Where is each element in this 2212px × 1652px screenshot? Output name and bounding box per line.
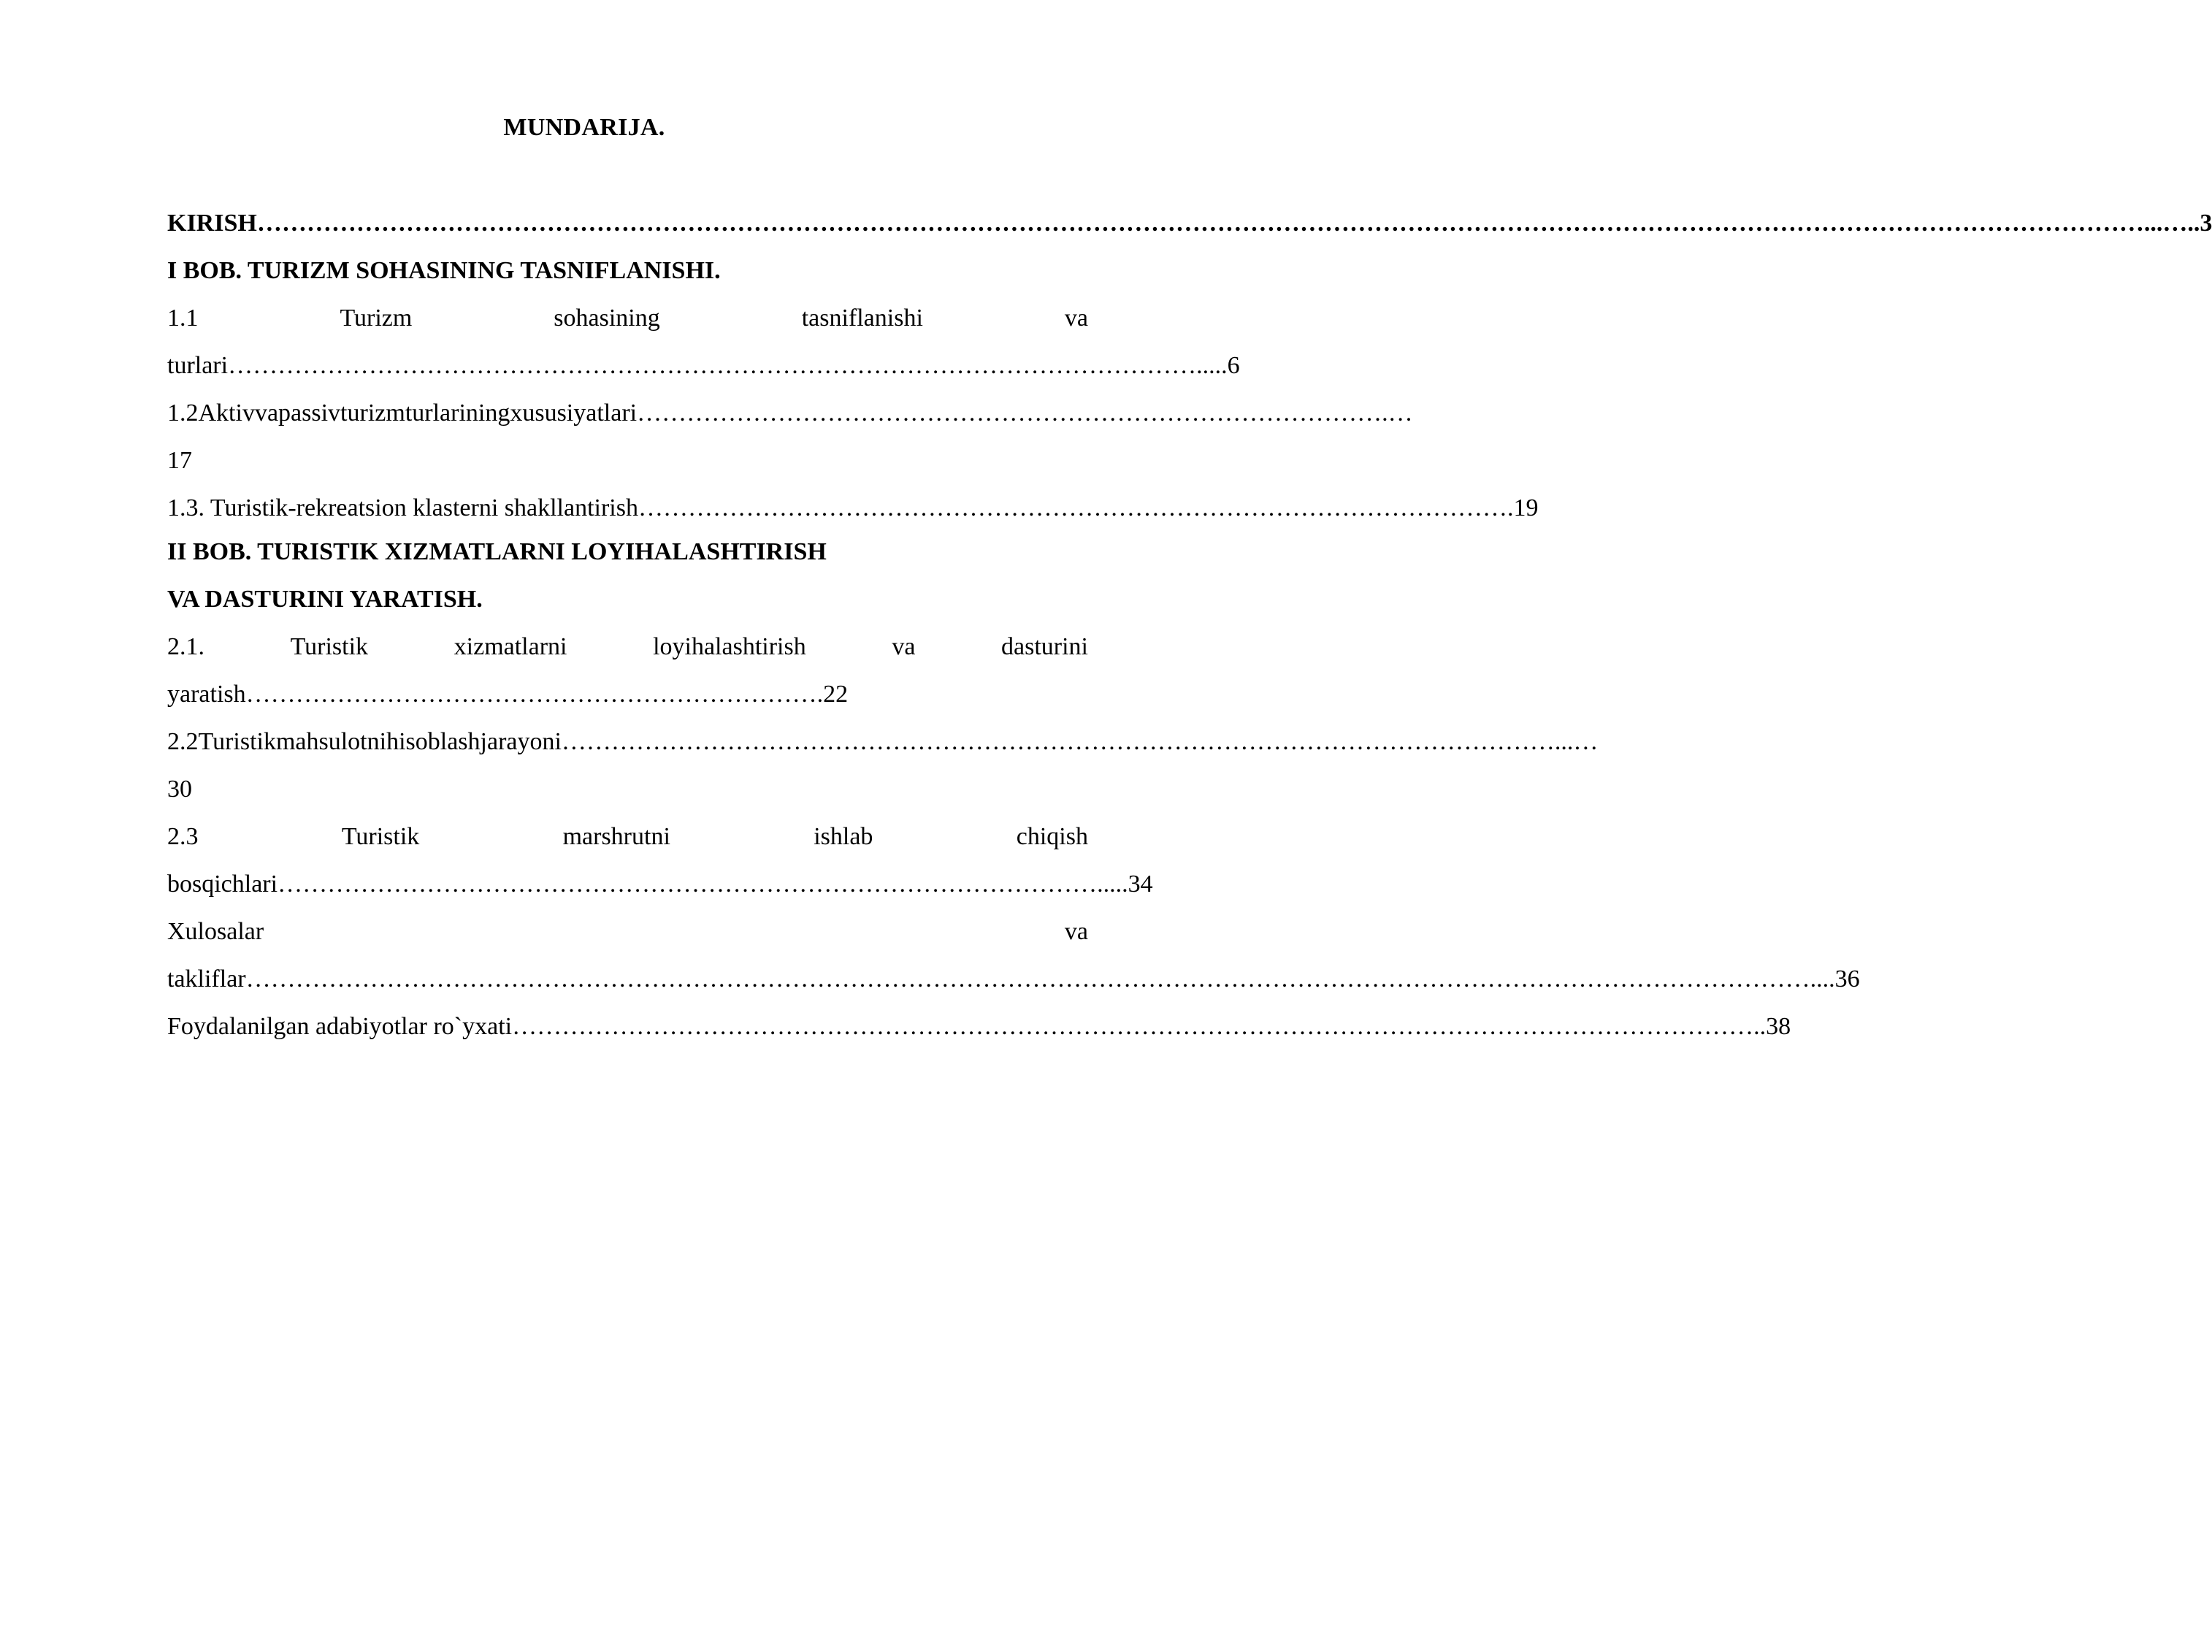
toc-word: Turistik (290, 633, 369, 660)
toc-entry-2-2-page: 30 (167, 776, 192, 803)
toc-entry-conclusions-line2: takliflar………………………………………………………………………………………………………………………………………………………………………....36 (167, 965, 1860, 993)
toc-entry-references: Foydalanilgan adabiyotlar ro`yxati……………………………………………………………………………………………………………………………………..38 (167, 1013, 1791, 1040)
toc-word: Turistik (198, 728, 276, 755)
page-title: MUNDARIJA. (503, 114, 665, 141)
toc-word: va (1064, 305, 1088, 332)
toc-word: marshrutni (562, 823, 670, 850)
toc-entry-1-2-page: 17 (167, 447, 192, 474)
toc-word: loyihalashtirish (653, 633, 806, 660)
toc-word: passiv (278, 399, 341, 427)
toc-entry-kirish: KIRISH…………………………………………………………………………………………………………………………………………………………………………………………………………...…..3 (167, 210, 2212, 237)
toc-word: ishlab (814, 823, 873, 850)
toc-word: 1.1 (167, 305, 199, 332)
toc-word: va (1064, 918, 1088, 945)
toc-word: Turizm (340, 305, 413, 332)
toc-word: va (892, 633, 916, 660)
toc-word: Turistik (341, 823, 420, 850)
toc-word: turlarining (405, 399, 510, 427)
toc-word: xizmatlarni (454, 633, 567, 660)
toc-entry-2-3-line1 (167, 821, 1088, 853)
toc-entry-1-1-line2: turlari……………………………………………………………………………………………………….....6 (167, 352, 1240, 379)
toc-word: Aktiv (198, 399, 255, 427)
toc-word: dasturini (1001, 633, 1088, 660)
toc-entry-1-2-line1 (167, 397, 1413, 429)
toc-word: turizm (340, 399, 405, 427)
toc-word: chiqish (1016, 823, 1088, 850)
toc-entry-2-2-line1 (167, 726, 1599, 758)
toc-word: 2.1. (167, 633, 204, 660)
toc-entry-2-1-line2: yaratish…………………………………………………………….22 (167, 681, 849, 708)
toc-entry-conclusions-line1 (167, 916, 1088, 948)
toc-chapter-2-heading-line2: VA DASTURINI YARATISH. (167, 586, 483, 613)
toc-word: tasniflanishi (801, 305, 923, 332)
toc-entry-1-3: 1.3. Turistik-rekreatsion klasterni shakllantirish…………………………………………………………………………………………….19 (167, 494, 1539, 521)
toc-entry-2-3-line2: bosqichlari……………………………………………………………………………………….....34 (167, 871, 1153, 898)
toc-chapter-2-heading-line1: II BOB. TURISTIK XIZMATLARNI LOYIHALASHTIRISH (167, 538, 827, 565)
toc-word: jarayoni…………………………………………………………………………………………………………...… (480, 728, 1599, 755)
toc-word: mahsulotni (275, 728, 387, 755)
toc-chapter-1-heading: I BOB. TURIZM SOHASINING TASNIFLANISHI. (167, 257, 721, 284)
toc-word: 2.2 (167, 728, 199, 755)
toc-entry-1-1-line1 (167, 302, 1088, 334)
toc-word: Xulosalar (167, 918, 264, 945)
toc-word: xususiyatlari……………………………………………………………………………….… (510, 399, 1413, 427)
toc-word: hisoblash (386, 728, 481, 755)
toc-word: sohasining (554, 305, 660, 332)
toc-word: 2.3 (167, 823, 199, 850)
toc-entry-2-1-line1 (167, 631, 1088, 663)
toc-word: va (254, 399, 279, 427)
toc-word: 1.2 (167, 399, 199, 427)
